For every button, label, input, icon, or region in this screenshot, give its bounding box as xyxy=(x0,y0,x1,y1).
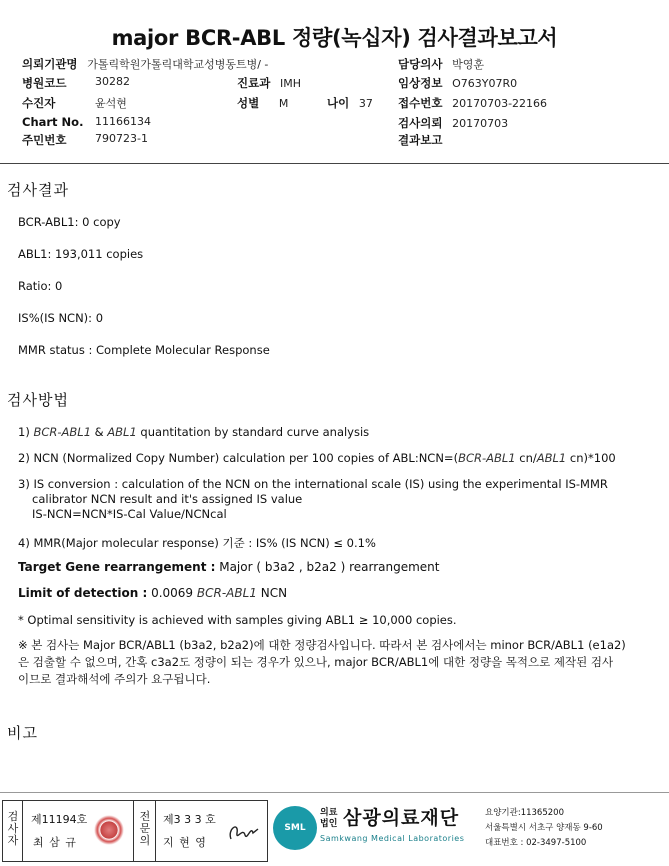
result-line: MMR status : Complete Molecular Response xyxy=(18,343,270,357)
lod-unit: NCN xyxy=(256,586,288,600)
result-line: Ratio: 0 xyxy=(18,279,63,293)
method-line-4: 4) MMR(Major molecular response) 기준 : IS% (IS NCN) ≤ 0.1% xyxy=(18,536,376,550)
report-title: major BCR-ABL 정량(녹십자) 검사결과보고서 xyxy=(111,26,558,50)
dept-label: 진료과 xyxy=(237,76,271,90)
method-text: & xyxy=(91,425,108,439)
doctor-value: 박영훈 xyxy=(452,58,484,71)
method-text: cn)*100 xyxy=(566,451,616,465)
target-value: Major ( b3a2 , b2a2 ) rearrangement xyxy=(215,560,440,574)
method-line-1 xyxy=(18,425,369,439)
target-gene-line xyxy=(18,560,440,574)
footer-divider xyxy=(0,792,669,793)
specialist-vlabel: 전문의 xyxy=(139,810,151,847)
inspector-vlabel: 검사자 xyxy=(7,810,19,847)
lod-value: 0.0069 xyxy=(147,586,197,600)
doctor-label: 담당의사 xyxy=(398,57,443,71)
logo-small-text: 의료 법인 xyxy=(320,808,338,829)
chart-no-row xyxy=(22,115,151,129)
result-line: IS%(IS NCN): 0 xyxy=(18,311,104,325)
seal-stamp-icon xyxy=(94,815,124,845)
gene-name: BCR-ABL1 xyxy=(458,451,516,465)
age-label: 나이 xyxy=(327,96,350,110)
method-line-2 xyxy=(18,451,616,465)
dept-row xyxy=(237,75,301,91)
method-text: quantitation by standard curve analysis xyxy=(136,425,370,439)
receipt-row xyxy=(398,95,547,111)
lod-line xyxy=(18,586,287,600)
note-line-1: ※ 본 검사는 Major BCR/ABL1 (b3a2, b2a2)에 대한 정량검사입니다. 따라서 본 검사에서는 minor BCR/ABL1 (e1a2) xyxy=(18,638,626,652)
age-row xyxy=(327,95,373,111)
remarks-heading: 비고 xyxy=(7,724,38,742)
method-line-3b: calibrator NCN result and it's assigned IS value xyxy=(32,492,303,506)
gene-name: ABL1 xyxy=(107,425,137,439)
result-line: BCR-ABL1: 0 copy xyxy=(18,215,121,229)
sml-logo-icon: SML xyxy=(273,806,317,850)
header-divider xyxy=(0,163,669,164)
sex-label: 성별 xyxy=(237,96,260,110)
institution-label: 의뢰기관명 xyxy=(22,57,78,71)
phone: 대표번호 : 02-3497-5100 xyxy=(485,838,587,848)
collector-label: 수진자 xyxy=(22,96,56,110)
inspector-name: 최 삼 규 xyxy=(33,836,77,849)
method-text: 2) NCN (Normalized Copy Number) calculation per 100 copies of ABL:NCN=( xyxy=(18,451,459,465)
resident-row xyxy=(22,132,148,148)
clinical-value: O763Y07R0 xyxy=(452,77,518,90)
lod-label: Limit of detection : xyxy=(18,586,148,600)
clinical-label: 임상정보 xyxy=(398,76,443,90)
collector-row xyxy=(22,95,127,111)
request-label: 검사의뢰 xyxy=(398,116,443,130)
clinical-row xyxy=(398,75,517,91)
hospital-code-label: 병원코드 xyxy=(22,76,67,90)
chart-no-value: 11166134 xyxy=(95,115,151,128)
dept-value: IMH xyxy=(279,77,301,90)
institution-value: 가톨릭학원가톨릭대학교성병동트병/ - xyxy=(87,58,269,71)
receipt-label: 접수번호 xyxy=(398,96,443,110)
report-label: 결과보고 xyxy=(398,133,443,147)
receipt-value: 20170703-22166 xyxy=(452,97,548,110)
request-value: 20170703 xyxy=(452,117,509,130)
note-line-3: 이므로 결과해석에 주의가 요구됩니다. xyxy=(18,672,211,686)
signature-icon xyxy=(225,819,261,847)
hospital-code-value: 30282 xyxy=(95,75,130,88)
institution-code: 요양기관:11365200 xyxy=(485,808,564,818)
specialist-name: 지 현 영 xyxy=(163,836,207,849)
chart-no-label: Chart No. xyxy=(22,115,84,129)
note-line-2: 은 검출할 수 없으며, 간혹 c3a2도 정량이 되는 경우가 있으나, major BCR/ABL1에 대한 정량을 목적으로 제작된 검사 xyxy=(18,655,614,669)
resident-label: 주민번호 xyxy=(22,133,67,147)
resident-value: 790723-1 xyxy=(95,132,148,145)
gene-name: BCR-ABL1 xyxy=(33,425,92,439)
specialist-license: 제3 3 3 호 xyxy=(163,813,216,826)
inspector-license: 제11194호 xyxy=(31,813,88,826)
age-value: 37 xyxy=(358,97,373,110)
method-line-3a: 3) IS conversion : calculation of the NCN on the international scale (IS) using the experimental IS-MMR xyxy=(18,477,608,491)
hospital-code-row xyxy=(22,75,130,91)
address: 서울특별시 서초구 양재동 9-60 xyxy=(485,823,603,833)
institution-row xyxy=(22,56,268,72)
target-label: Target Gene rearrangement : xyxy=(18,560,216,574)
organization-name: 삼광의료재단 xyxy=(343,807,460,829)
method-heading: 검사방법 xyxy=(7,391,69,409)
sensitivity-note: * Optimal sensitivity is achieved with samples giving ABL1 ≥ 10,000 copies. xyxy=(18,613,457,627)
method-text: cn/ xyxy=(515,451,537,465)
gene-name: ABL1 xyxy=(536,451,567,465)
results-heading: 검사결과 xyxy=(7,181,69,199)
gene-name: BCR-ABL1 xyxy=(196,586,257,600)
result-line: ABL1: 193,011 copies xyxy=(18,247,144,261)
signature-box xyxy=(2,800,268,862)
organization-english: Samkwang Medical Laboratories xyxy=(320,834,465,843)
sex-value: M xyxy=(278,97,289,110)
doctor-row xyxy=(398,56,484,72)
request-row xyxy=(398,115,508,131)
report-row xyxy=(398,132,448,148)
sex-row xyxy=(237,95,288,111)
method-line-3c: IS-NCN=NCN*IS-Cal Value/NCNcal xyxy=(32,507,227,521)
method-text: 1) xyxy=(18,425,34,439)
collector-value: 윤석현 xyxy=(95,97,127,110)
